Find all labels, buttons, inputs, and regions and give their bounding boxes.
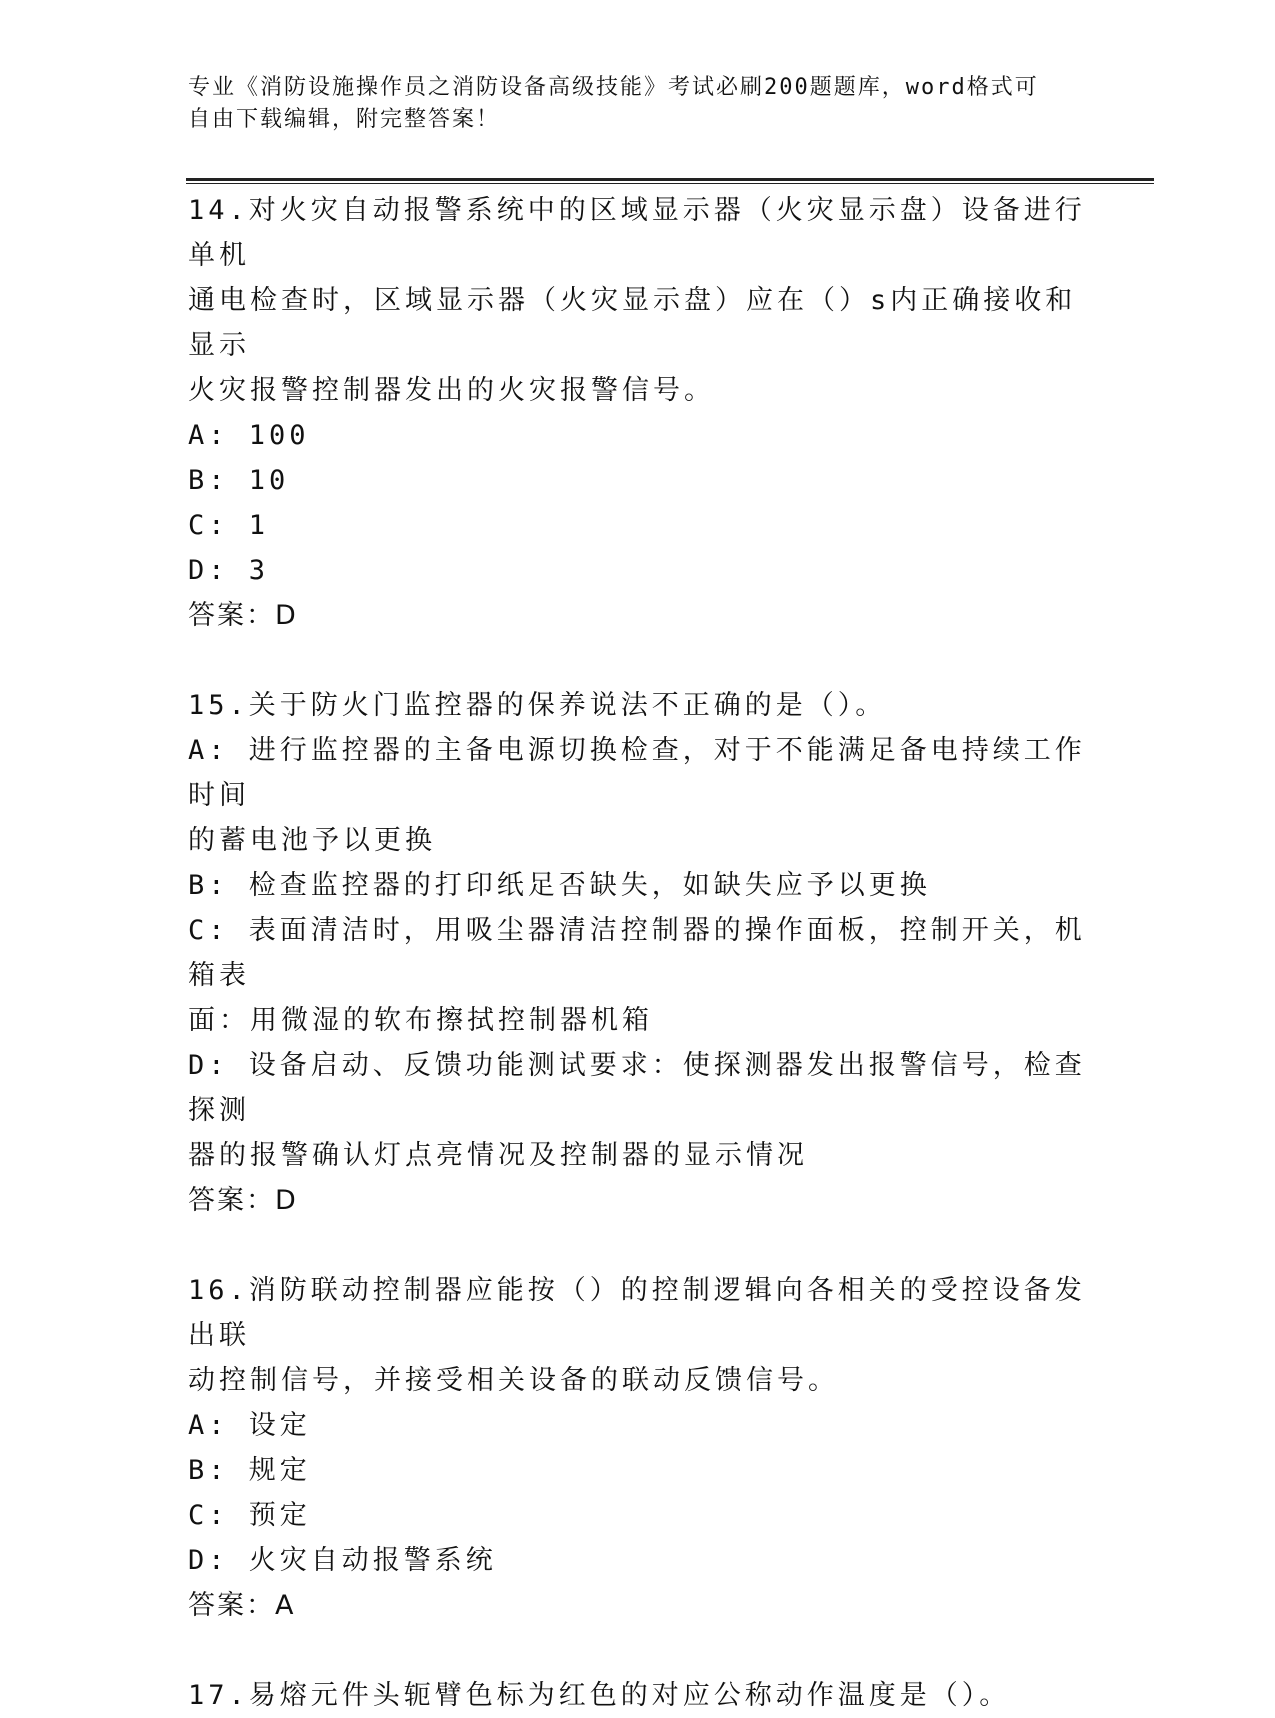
question-14 (188, 188, 1088, 638)
option-d-continued: 器的报警确认灯点亮情况及控制器的显示情况 (188, 1140, 808, 1171)
option-b: B: 10 (188, 465, 290, 496)
option-a: A: 进行监控器的主备电源切换检查，对于不能满足备电持续工作时间 (188, 735, 1086, 811)
question-text: 火灾报警控制器发出的火灾报警信号。 (188, 375, 715, 406)
option-d: D: 火灾自动报警系统 (188, 1545, 497, 1576)
question-16 (188, 1268, 1088, 1628)
document-header (188, 72, 1068, 136)
option-c: C: 1 (188, 510, 270, 541)
option-d: D: 3 (188, 555, 270, 586)
header-divider-thick (186, 178, 1154, 181)
answer-line: 答案：D (188, 1185, 298, 1216)
option-a: A: 100 (188, 420, 310, 451)
header-line-1: 专业《消防设施操作员之消防设备高级技能》考试必刷200题题库，word格式可 (188, 75, 1039, 100)
option-c: C: 预定 (188, 1500, 311, 1531)
spacer (188, 1628, 1088, 1673)
option-a: A: 设定 (188, 1410, 311, 1441)
question-text: 14.对火灾自动报警系统中的区域显示器（火灾显示盘）设备进行单机 (188, 195, 1086, 271)
question-text: 动控制信号，并接受相关设备的联动反馈信号。 (188, 1365, 839, 1396)
question-list (188, 188, 1088, 1718)
question-text: 16.消防联动控制器应能按（）的控制逻辑向各相关的受控设备发出联 (188, 1275, 1086, 1351)
spacer (188, 1223, 1088, 1268)
question-text: 15.关于防火门监控器的保养说法不正确的是（）。 (188, 690, 887, 721)
question-15 (188, 683, 1088, 1223)
option-c-continued: 面：用微湿的软布擦拭控制器机箱 (188, 1005, 653, 1036)
spacer (188, 638, 1088, 683)
option-a-continued: 的蓄电池予以更换 (188, 825, 436, 856)
question-text: 通电检查时，区域显示器（火灾显示盘）应在（）s内正确接收和显示 (188, 285, 1077, 361)
option-b: B: 规定 (188, 1455, 311, 1486)
header-divider-thin (186, 183, 1154, 184)
option-d: D: 设备启动、反馈功能测试要求：使探测器发出报警信号，检查探测 (188, 1050, 1086, 1126)
header-line-2: 自由下载编辑，附完整答案！ (188, 107, 501, 132)
option-b: B: 检查监控器的打印纸足否缺失，如缺失应予以更换 (188, 870, 931, 901)
answer-line: 答案：D (188, 600, 298, 631)
answer-line: 答案：A (188, 1590, 296, 1621)
option-c: C: 表面清洁时，用吸尘器清洁控制器的操作面板，控制开关，机箱表 (188, 915, 1086, 991)
question-17 (188, 1673, 1088, 1718)
question-text: 17.易熔元件头轭臂色标为红色的对应公称动作温度是（）。 (188, 1680, 1011, 1711)
